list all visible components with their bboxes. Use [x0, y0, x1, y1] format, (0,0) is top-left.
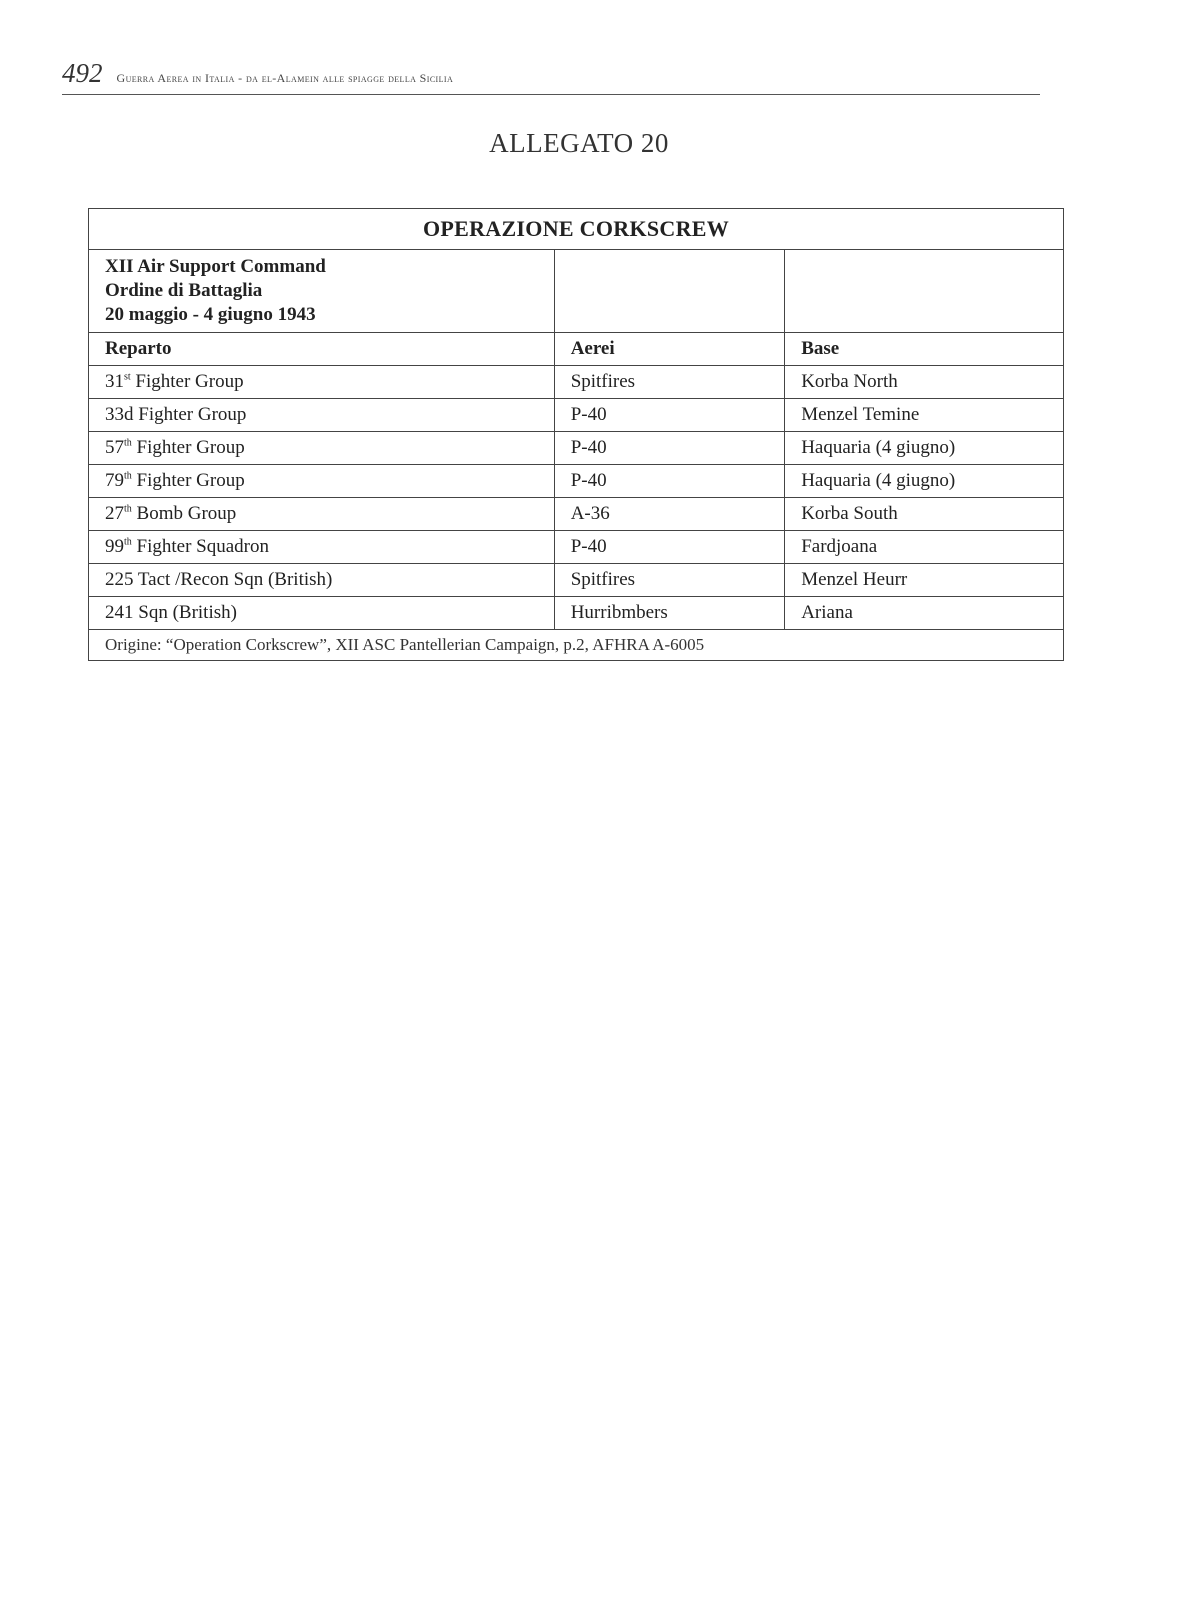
base-cell: Fardjoana	[785, 531, 1064, 564]
ordinal-suffix: th	[124, 437, 132, 449]
aircraft-cell: P-40	[554, 432, 785, 465]
table-row	[89, 432, 1064, 465]
command-line: XII Air Support Command	[105, 256, 326, 277]
base-cell: Menzel Heurr	[785, 564, 1064, 597]
table-row	[89, 498, 1064, 531]
unit-cell	[89, 531, 555, 564]
table-row	[89, 465, 1064, 498]
aircraft-cell: P-40	[554, 465, 785, 498]
page-number: 492	[62, 58, 103, 88]
command-line: 20 maggio - 4 giugno 1943	[105, 304, 316, 325]
unit-name-rest: Fighter Group	[131, 470, 245, 491]
unit-name: 99	[105, 536, 124, 557]
column-header-aircraft: Aerei	[554, 333, 785, 366]
base-cell: Haquaria (4 giugno)	[785, 465, 1064, 498]
table-row	[89, 399, 1064, 432]
unit-name: 27	[105, 503, 124, 524]
table-row	[89, 597, 1064, 630]
unit-name-rest: Bomb Group	[131, 503, 237, 524]
unit-cell	[89, 432, 555, 465]
unit-cell	[89, 366, 555, 399]
table-row	[89, 366, 1064, 399]
aircraft-cell: Spitfires	[554, 366, 785, 399]
running-title: Guerra Aerea in Italia - da el-Alamein alle spiagge della Sicilia	[116, 71, 454, 85]
aircraft-cell: Spitfires	[554, 564, 785, 597]
table-row	[89, 531, 1064, 564]
empty-cell	[785, 250, 1064, 333]
table-body	[89, 366, 1064, 630]
unit-name: 241 Sqn (British)	[105, 602, 237, 623]
order-of-battle-table	[88, 208, 1064, 661]
table-title-row	[89, 209, 1064, 250]
column-header-base: Base	[785, 333, 1064, 366]
empty-cell	[554, 250, 785, 333]
unit-name-rest: Fighter Group	[131, 437, 245, 458]
base-cell: Korba South	[785, 498, 1064, 531]
unit-name: 57	[105, 437, 124, 458]
aircraft-cell: Hurribmbers	[554, 597, 785, 630]
command-line: Ordine di Battaglia	[105, 280, 263, 301]
unit-cell	[89, 465, 555, 498]
unit-name-rest: Fighter Squadron	[131, 536, 269, 557]
unit-name-rest: Fighter Group	[130, 371, 244, 392]
annex-title: ALLEGATO 20	[489, 128, 669, 158]
command-cell	[89, 250, 555, 333]
table-row	[89, 564, 1064, 597]
aircraft-cell: P-40	[554, 399, 785, 432]
ordinal-suffix: th	[124, 470, 132, 482]
command-row	[89, 250, 1064, 333]
aircraft-cell: A-36	[554, 498, 785, 531]
ordinal-suffix: st	[124, 371, 131, 383]
unit-cell	[89, 399, 555, 432]
aircraft-cell: P-40	[554, 531, 785, 564]
source-note: Origine: “Operation Corkscrew”, XII ASC Pantellerian Campaign, p.2, AFHRA A-6005	[89, 630, 1064, 661]
base-cell: Haquaria (4 giugno)	[785, 432, 1064, 465]
column-header-row	[89, 333, 1064, 366]
base-cell: Menzel Temine	[785, 399, 1064, 432]
source-row	[89, 630, 1064, 661]
unit-cell	[89, 564, 555, 597]
unit-name: 225 Tact /Recon Sqn (British)	[105, 569, 333, 590]
unit-cell	[89, 597, 555, 630]
unit-name: 31	[105, 371, 124, 392]
ordinal-suffix: th	[124, 503, 132, 515]
unit-name: 33d Fighter Group	[105, 404, 247, 425]
base-cell: Korba North	[785, 366, 1064, 399]
unit-cell	[89, 498, 555, 531]
table-title: OPERAZIONE CORKSCREW	[89, 209, 1064, 250]
running-head	[62, 58, 1040, 95]
base-cell: Ariana	[785, 597, 1064, 630]
ordinal-suffix: th	[124, 536, 132, 548]
unit-name: 79	[105, 470, 124, 491]
column-header-unit: Reparto	[89, 333, 555, 366]
